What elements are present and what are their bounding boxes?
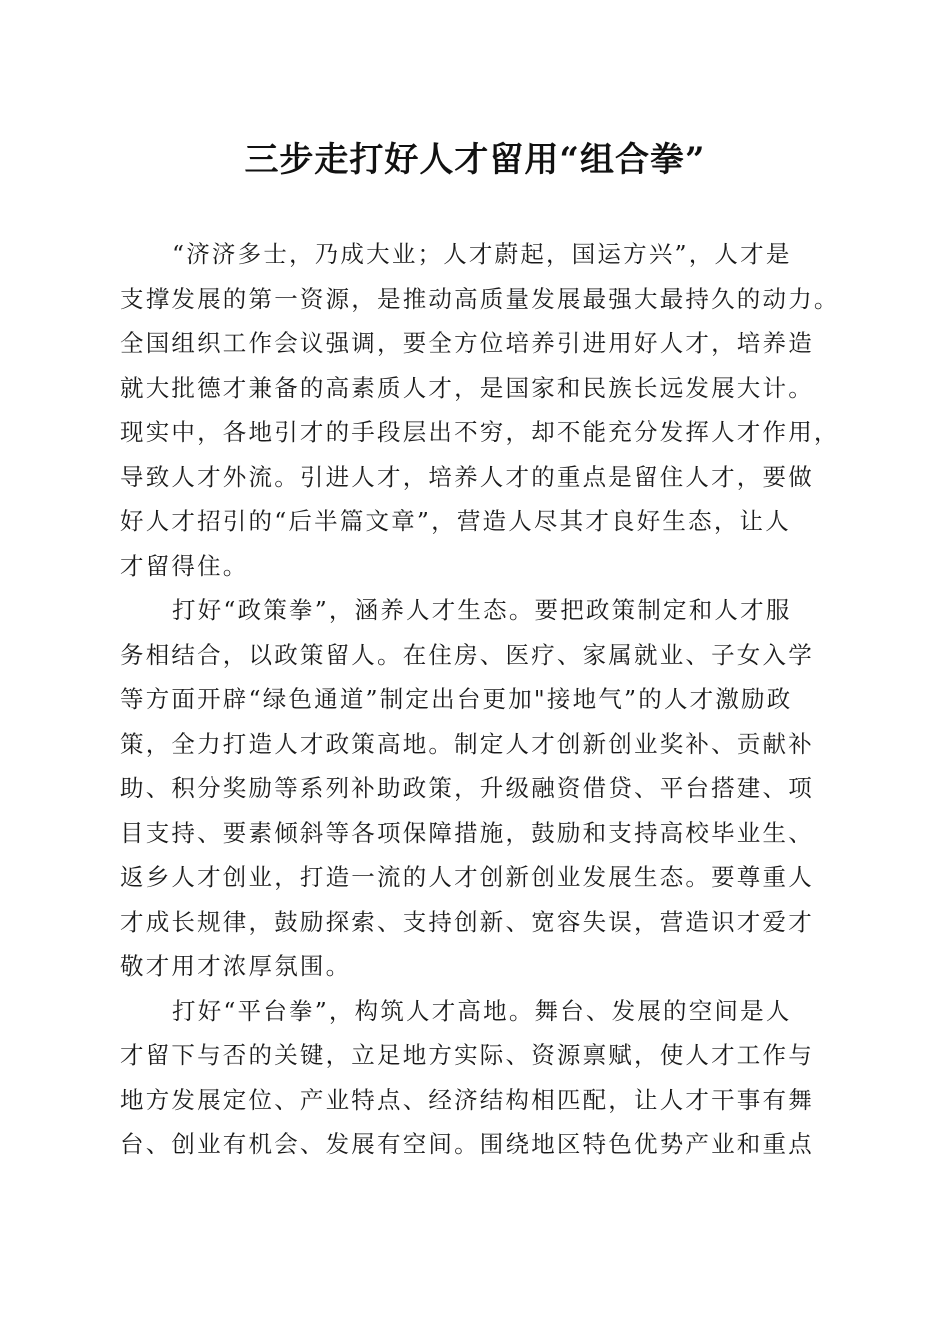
paragraph-line: 全国组织工作会议强调，要全方位培养引进用好人才，培养造 bbox=[120, 329, 814, 357]
paragraph-line: 台、创业有机会、发展有空间。围绕地区特色优势产业和重点 bbox=[120, 1130, 814, 1158]
paragraph-1 bbox=[120, 232, 840, 588]
paragraph-line: 务相结合，以政策留人。在住房、医疗、家属就业、子女入学 bbox=[120, 640, 814, 669]
paragraph-line: 就大批德才兼备的高素质人才，是国家和民族长远发展大计。 bbox=[120, 373, 814, 402]
document-body bbox=[120, 232, 840, 1167]
paragraph-line: 等方面开辟“绿色通道”制定出台更加"接地气”的人才激励政 bbox=[120, 685, 793, 713]
paragraph-line: 敬才用才浓厚氛围。 bbox=[120, 952, 352, 980]
paragraph-line: 目支持、要素倾斜等各项保障措施，鼓励和支持高校毕业生、 bbox=[120, 818, 814, 847]
paragraph-line: “济济多士，乃成大业；人才蔚起，国运方兴”，人才是 bbox=[172, 240, 792, 268]
paragraph-line: 导致人才外流。引进人才，培养人才的重点是留住人才，要做 bbox=[120, 462, 814, 491]
paragraph-line: 才成长规律，鼓励探索、支持创新、宽容失误，营造识才爱才 bbox=[120, 907, 814, 936]
paragraph-line: 支撑发展的第一资源，是推动高质量发展最强大最持久的动力。 bbox=[120, 284, 840, 313]
paragraph-line: 策，全力打造人才政策高地。制定人才创新创业奖补、贡献补 bbox=[120, 729, 814, 758]
paragraph-2 bbox=[120, 588, 830, 989]
paragraph-line: 才留下与否的关键，立足地方实际、资源禀赋，使人才工作与 bbox=[120, 1041, 814, 1069]
paragraph-line: 返乡人才创业，打造一流的人才创新创业发展生态。要尊重人 bbox=[120, 863, 814, 891]
paragraph-line: 现实中，各地引才的手段层出不穷，却不能充分发挥人才作用， bbox=[120, 418, 840, 446]
paragraph-line: 打好“政策拳”，涵养人才生态。要把政策制定和人才服 bbox=[172, 596, 792, 624]
paragraph-3 bbox=[120, 989, 830, 1167]
paragraph-line: 好人才招引的“后半篇文章”，营造人尽其才良好生态，让人 bbox=[120, 507, 791, 535]
paragraph-line: 助、积分奖励等系列补助政策，升级融资借贷、平台搭建、项 bbox=[120, 774, 814, 802]
paragraph-line: 地方发展定位、产业特点、经济结构相匹配，让人才干事有舞 bbox=[120, 1085, 814, 1114]
paragraph-line: 才留得住。 bbox=[120, 551, 249, 580]
paragraph-line: 打好“平台拳”，构筑人才高地。舞台、发展的空间是人 bbox=[172, 996, 792, 1025]
document-title: 三步走打好人才留用“组合拳” bbox=[244, 140, 706, 180]
